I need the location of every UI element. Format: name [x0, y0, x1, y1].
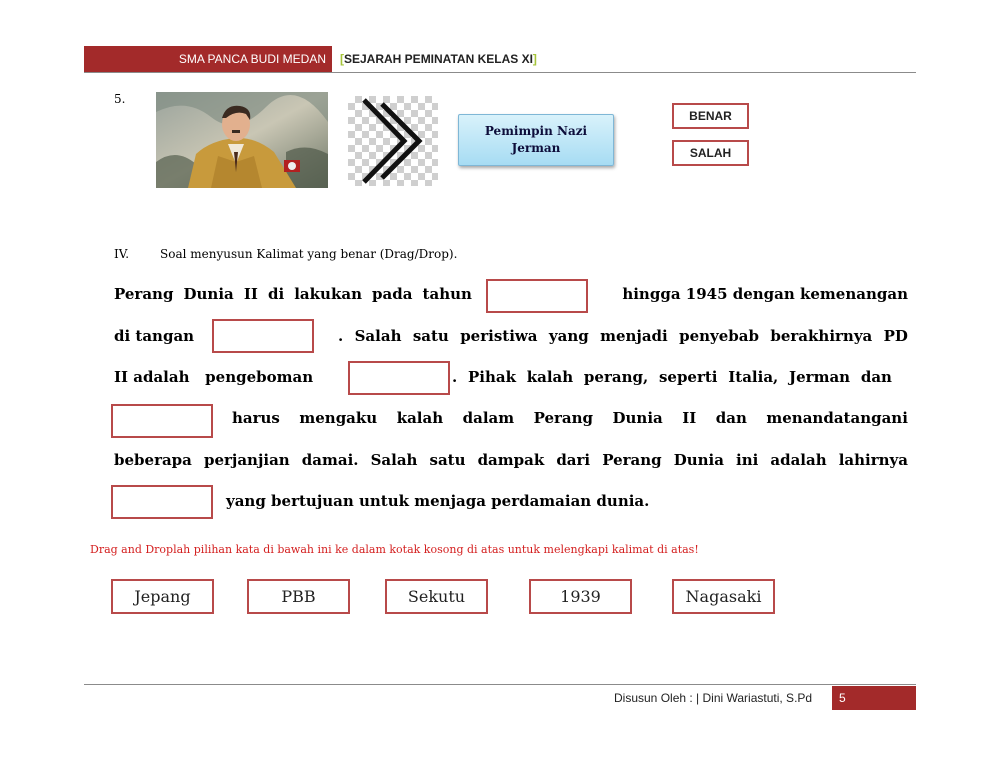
word: berakhirnya: [770, 327, 873, 345]
double-chevron-right-icon: [348, 96, 438, 186]
header-divider: [84, 72, 916, 73]
word: mengaku: [299, 409, 378, 427]
word: ini: [736, 451, 759, 469]
word: menjadi: [600, 327, 668, 345]
word: .: [338, 327, 344, 345]
drop-box-2[interactable]: [212, 319, 314, 353]
drag-instruction: Drag and Droplah pilihan kata di bawah ini ke dalam kotak kosong di atas untuk melengkapi kalimat di atas!: [90, 543, 699, 556]
option-jepang[interactable]: Jepang: [111, 579, 214, 614]
word: yang: [548, 327, 589, 345]
answer-statement-box: [458, 114, 614, 166]
word: peristiwa: [460, 327, 538, 345]
word: Jerman: [789, 368, 851, 386]
false-button[interactable]: SALAH: [672, 140, 749, 166]
word: penyebab: [679, 327, 760, 345]
word: damai.: [301, 451, 359, 469]
line3-lead: II adalah pengeboman: [114, 368, 314, 386]
word: II: [682, 409, 697, 427]
word: pada: [372, 285, 413, 303]
word: Dunia: [612, 409, 663, 427]
word: Perang: [114, 285, 174, 303]
answer-statement-line1: Pemimpin Nazi: [484, 124, 588, 138]
word: dalam: [462, 409, 515, 427]
word: seperti: [658, 368, 718, 386]
footer-author: Disusun Oleh : | Dini Wariastuti, S.Pd: [614, 691, 813, 705]
line3-tail: [452, 367, 892, 387]
word: kalah: [526, 368, 574, 386]
question-number: 5.: [114, 92, 126, 106]
option-pbb[interactable]: PBB: [247, 579, 350, 614]
sentence-line-5: [114, 450, 908, 470]
school-name: SMA PANCA BUDI MEDAN: [178, 52, 326, 66]
page-number: 5: [839, 691, 846, 705]
option-nagasaki[interactable]: Nagasaki: [672, 579, 775, 614]
portrait-photo: [156, 92, 328, 188]
line2-tail: [338, 326, 908, 346]
word: Perang: [602, 451, 662, 469]
word: dampak: [477, 451, 545, 469]
word: dan: [860, 368, 892, 386]
subject-text: SEJARAH PEMINATAN KELAS XI: [344, 52, 533, 66]
answer-statement-line2: Jerman: [511, 141, 561, 155]
word: .: [452, 368, 458, 386]
word: adalah: [770, 451, 827, 469]
word: satu: [412, 327, 449, 345]
word: beberapa: [114, 451, 192, 469]
word: Pihak: [467, 368, 516, 386]
sentence-line-6: yang bertujuan untuk menjaga perdamaian dunia.: [226, 492, 650, 510]
subject-bracket-close: ]: [532, 52, 537, 66]
word: kalah: [396, 409, 444, 427]
word: dan: [715, 409, 747, 427]
drop-box-1[interactable]: [486, 279, 588, 313]
line1-tail: hingga 1945 dengan kemenangan: [622, 285, 908, 303]
word: Salah: [370, 451, 418, 469]
word: di: [267, 285, 285, 303]
word: Dunia: [183, 285, 234, 303]
word: Dunia: [673, 451, 724, 469]
section-number: IV.: [114, 247, 130, 261]
word: tahun: [422, 285, 472, 303]
drop-box-5[interactable]: [111, 485, 213, 519]
section-title: Soal menyusun Kalimat yang benar (Drag/Drop).: [160, 247, 458, 261]
word: perang,: [583, 368, 649, 386]
word: satu: [429, 451, 466, 469]
subject-bracket-open: [: [340, 52, 344, 66]
word: lahirnya: [838, 451, 908, 469]
word: dari: [556, 451, 591, 469]
word: PD: [883, 327, 908, 345]
word: Perang: [533, 409, 594, 427]
option-1939[interactable]: 1939: [529, 579, 632, 614]
word: perjanjian: [203, 451, 290, 469]
drop-box-4[interactable]: [111, 404, 213, 438]
word: menandatangani: [766, 409, 908, 427]
line2-lead: di tangan: [114, 327, 195, 345]
subject-title: [340, 46, 537, 72]
word: II: [243, 285, 258, 303]
word: harus: [232, 409, 280, 427]
word: Italia,: [728, 368, 779, 386]
true-button[interactable]: BENAR: [672, 103, 749, 129]
line1-lead: [114, 284, 472, 304]
footer-divider: [84, 684, 916, 685]
word: Salah: [354, 327, 402, 345]
drop-box-3[interactable]: [348, 361, 450, 395]
word: lakukan: [294, 285, 362, 303]
sentence-line-4: [232, 408, 908, 428]
option-sekutu[interactable]: Sekutu: [385, 579, 488, 614]
